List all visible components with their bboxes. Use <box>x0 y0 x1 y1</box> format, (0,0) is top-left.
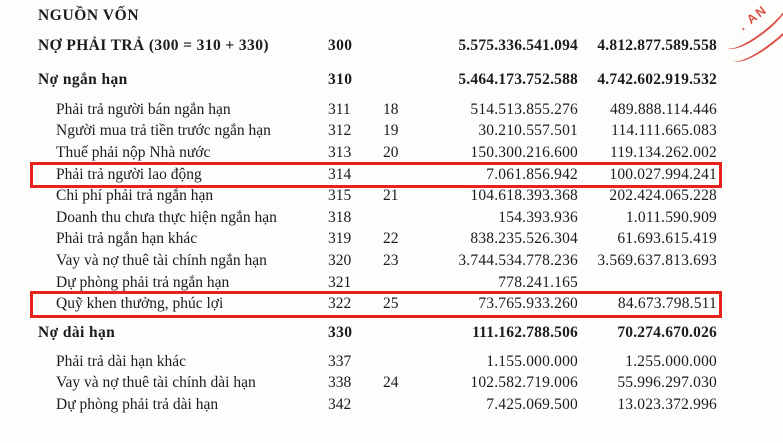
row-code: 300 <box>328 36 353 54</box>
stamp-text: . AN <box>735 2 771 34</box>
row-value-prior: 489.888.114.446 <box>609 100 717 118</box>
row-label: Quỹ khen thưởng, phúc lợi <box>56 295 224 313</box>
row-value-prior: 119.134.262.002 <box>609 143 717 161</box>
row-note: 21 <box>383 187 399 205</box>
row-label: Phải trả ngắn hạn khác <box>56 230 198 248</box>
page-title: NGUỒN VỐN <box>38 7 140 24</box>
row-value-prior: 55.996.297.030 <box>617 374 717 392</box>
row-label: Phải trả dài hạn khác <box>56 352 186 370</box>
row-value-prior: 100.027.994.241 <box>609 165 717 183</box>
row-value-prior: 70.274.670.026 <box>617 324 717 342</box>
row-note: 25 <box>383 295 399 313</box>
row-code: 310 <box>328 70 353 88</box>
row-code: 319 <box>328 230 352 248</box>
row-code: 318 <box>328 208 352 226</box>
row-note: 19 <box>383 122 399 140</box>
table-row <box>0 69 783 90</box>
row-code: 321 <box>328 273 352 291</box>
row-label: Doanh thu chưa thực hiện ngắn hạn <box>56 208 277 226</box>
row-code: 322 <box>328 295 352 313</box>
row-label: Dự phòng phải trả dài hạn <box>56 395 219 413</box>
row-value-current: 30.210.557.501 <box>478 122 578 140</box>
row-label: NỢ PHẢI TRẢ (300 = 310 + 330) <box>38 36 269 54</box>
row-label: Phải trả người bán ngắn hạn <box>56 100 231 118</box>
table-row <box>0 250 783 272</box>
row-code: 342 <box>328 395 352 413</box>
table-row <box>0 35 783 56</box>
row-label: Chi phí phải trả ngắn hạn <box>56 187 214 205</box>
table-row <box>0 142 783 164</box>
table-row <box>0 229 783 251</box>
row-value-prior: 114.111.665.083 <box>611 122 717 140</box>
row-note: 18 <box>383 100 399 118</box>
liabilities-table <box>0 35 783 416</box>
table-row <box>0 272 783 294</box>
row-value-current: 104.618.393.368 <box>470 187 578 205</box>
row-label: Dự phòng phải trả ngắn hạn <box>56 273 230 291</box>
table-row <box>0 185 783 207</box>
row-code: 313 <box>328 143 352 161</box>
row-code: 320 <box>328 251 352 269</box>
table-row <box>0 121 783 143</box>
row-code: 314 <box>328 165 352 183</box>
row-value-prior: 61.693.615.419 <box>617 230 717 248</box>
row-value-current: 3.744.534.778.236 <box>458 251 578 269</box>
row-value-prior: 1.011.590.909 <box>625 208 717 226</box>
row-value-current: 7.425.069.500 <box>486 395 578 413</box>
row-code: 315 <box>328 187 352 205</box>
row-value-prior: 202.424.065.228 <box>609 187 717 205</box>
row-note: 20 <box>383 143 399 161</box>
row-label: Vay và nợ thuê tài chính ngắn hạn <box>56 251 267 269</box>
row-code: 338 <box>328 374 352 392</box>
table-row <box>0 99 783 121</box>
row-note: 22 <box>383 230 399 248</box>
row-value-prior: 4.812.877.589.558 <box>597 36 717 54</box>
row-value-current: 5.464.173.752.588 <box>458 70 578 88</box>
row-value-prior: 3.569.637.813.693 <box>597 251 717 269</box>
row-value-current: 514.513.855.276 <box>470 100 578 118</box>
table-row-highlighted <box>0 164 783 186</box>
row-value-current: 111.162.788.506 <box>472 324 578 342</box>
row-code: 337 <box>328 352 352 370</box>
row-value-current: 778.241.165 <box>498 273 578 291</box>
row-code: 312 <box>328 122 352 140</box>
table-row <box>0 394 783 416</box>
row-value-current: 1.155.000.000 <box>486 352 578 370</box>
row-label: Nợ ngắn hạn <box>38 70 128 88</box>
row-label: Phải trả người lao động <box>56 165 202 183</box>
row-code: 330 <box>328 324 353 342</box>
table-row <box>0 373 783 395</box>
row-label: Nợ dài hạn <box>38 324 116 342</box>
row-label: Vay và nợ thuê tài chính dài hạn <box>56 374 256 392</box>
row-note: 24 <box>383 374 399 392</box>
row-value-prior: 1.255.000.000 <box>625 352 717 370</box>
row-label: Thuế phải nộp Nhà nước <box>56 143 211 161</box>
row-value-prior: 13.023.372.996 <box>617 395 717 413</box>
row-value-prior: 84.673.798.511 <box>617 295 717 313</box>
row-value-current: 154.393.936 <box>498 208 578 226</box>
table-row <box>0 323 783 344</box>
table-row <box>0 351 783 373</box>
row-value-current: 102.582.719.006 <box>470 374 578 392</box>
row-value-current: 7.061.856.942 <box>486 165 578 183</box>
table-row <box>0 207 783 229</box>
row-label: Người mua trả tiền trước ngắn hạn <box>56 122 271 140</box>
row-value-prior: 4.742.602.919.532 <box>597 70 717 88</box>
row-value-current: 73.765.933.260 <box>478 295 578 313</box>
table-row-highlighted <box>0 293 783 315</box>
row-code: 311 <box>328 100 351 118</box>
row-note: 23 <box>383 251 399 269</box>
row-value-current: 150.300.216.600 <box>470 143 578 161</box>
row-value-current: 5.575.336.541.094 <box>458 36 578 54</box>
row-value-current: 838.235.526.304 <box>470 230 578 248</box>
